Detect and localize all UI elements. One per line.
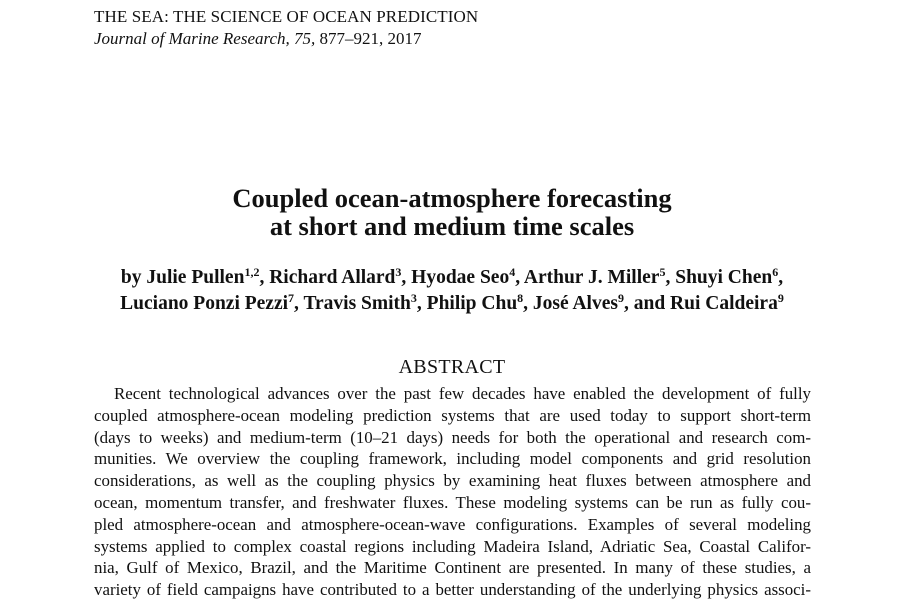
author-separator: ,: [523, 293, 533, 314]
author-affiliation: 8: [517, 291, 524, 305]
author-separator: ,: [515, 267, 524, 288]
author-name: Luciano Ponzi Pezzi: [120, 293, 289, 314]
author-prefix: by: [120, 267, 142, 288]
author-separator: ,: [665, 267, 676, 288]
author-name: Richard Allard: [269, 267, 396, 288]
author-line-1: [0, 265, 898, 291]
author-name: Arthur J. Miller: [523, 267, 660, 288]
paper-title-line-1: Coupled ocean-atmosphere forecasting: [232, 183, 672, 213]
author-separator: , and: [623, 293, 671, 314]
abstract-line: considerations, as well as the coupling physics by examining heat fluxes between atmosphere and: [94, 471, 811, 491]
author-affiliation: 7: [288, 291, 295, 305]
author-affiliation: 3: [395, 265, 402, 279]
journal-pages-year: 877–921, 2017: [319, 29, 422, 48]
abstract-line: (days to weeks) and medium-term (10–21 days) needs for both the operational and research com-: [94, 427, 811, 447]
author-separator: ,: [416, 293, 427, 314]
journal-volume: 75,: [294, 29, 316, 48]
author-line-2: [0, 291, 898, 317]
abstract-heading: ABSTRACT: [398, 356, 506, 378]
abstract-line: munities. We overview the coupling framework, including model components and grid resolution: [94, 449, 811, 469]
running-header: [94, 6, 814, 50]
author-list: [0, 265, 898, 317]
journal-name: Journal of Marine Research,: [94, 29, 290, 48]
author-name: Julie Pullen: [146, 267, 245, 288]
author-affiliation: 3: [410, 291, 417, 305]
author-affiliation: 4: [509, 265, 516, 279]
author-separator: ,: [401, 267, 412, 288]
paper-title-line-2: at short and medium time scales: [269, 211, 635, 241]
author-affiliation: 6: [772, 265, 779, 279]
author-name: Hyodae Seo: [411, 267, 510, 288]
author-separator: ,: [778, 267, 784, 288]
abstract-line: coupled atmosphere-ocean modeling prediction systems that are used today to support short-term: [94, 405, 811, 425]
author-name: Shuyi Chen: [675, 267, 773, 288]
journal-citation: [94, 28, 814, 50]
abstract-line: systems applied to complex coastal regions including Madeira Island, Adriatic Sea, Coastal Califor-: [94, 536, 811, 556]
series-title: THE SEA: THE SCIENCE OF OCEAN PREDICTION: [94, 7, 479, 26]
paper-title: [0, 184, 898, 240]
author-affiliation: 1,2: [244, 265, 260, 279]
abstract-line: Recent technological advances over the past few decades have enabled the development of fully: [114, 384, 811, 403]
author-name: Rui Caldeira: [670, 293, 778, 314]
abstract-body: [94, 383, 811, 601]
author-name: José Alves: [532, 293, 618, 314]
author-affiliation: 9: [617, 291, 624, 305]
author-separator: ,: [294, 293, 304, 314]
author-affiliation: 5: [659, 265, 666, 279]
author-affiliation: 9: [777, 291, 784, 305]
author-name: Philip Chu: [426, 293, 518, 314]
abstract-line: ocean, momentum transfer, and freshwater fluxes. These modeling systems can be run as fully cou-: [94, 492, 811, 512]
author-name: Travis Smith: [303, 293, 411, 314]
abstract-line: pled atmosphere-ocean and atmosphere-ocean-wave configurations. Examples of several modeling: [94, 514, 811, 534]
abstract-line: nia, Gulf of Mexico, Brazil, and the Maritime Continent are presented. In many of these studies, a: [94, 558, 811, 578]
author-separator: ,: [259, 267, 270, 288]
abstract-line: variety of field campaigns have contributed to a better understanding of the underlying physics associ-: [94, 580, 811, 600]
